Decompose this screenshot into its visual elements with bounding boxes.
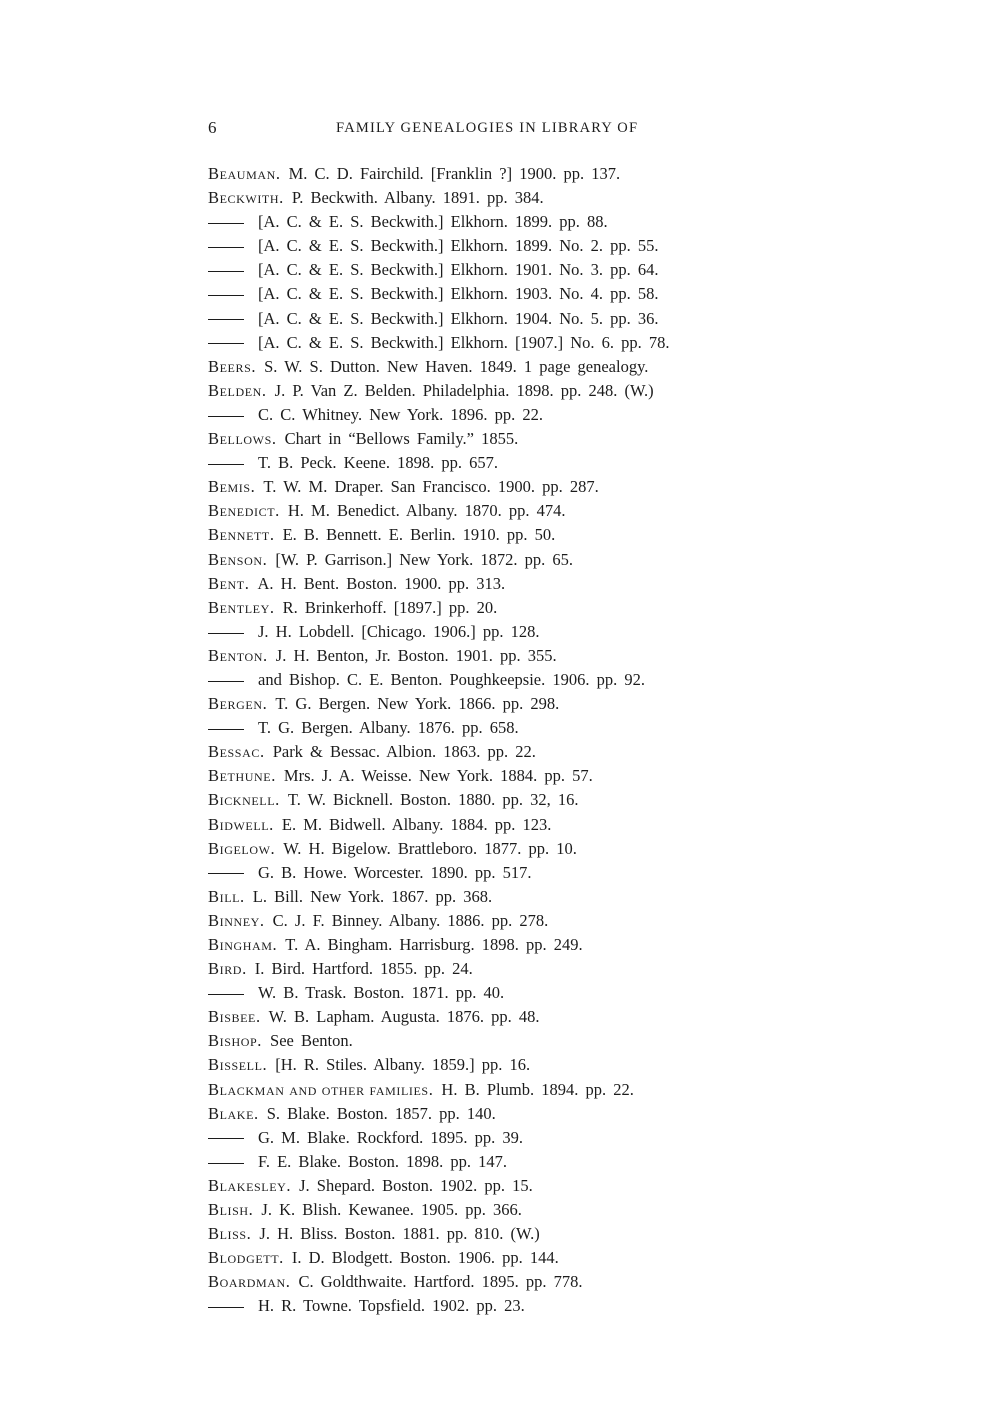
entry-details: T. G. Bergen. New York. 1866. pp. 298. bbox=[275, 694, 560, 714]
genealogy-entry bbox=[208, 548, 888, 572]
entry-details: G. B. Howe. Worcester. 1890. pp. 517. bbox=[258, 862, 532, 882]
entry-surname: Bellows. bbox=[208, 429, 277, 449]
entry-surname: Bingham. bbox=[208, 935, 278, 954]
entry-details: [A. C. & E. S. Beckwith.] Elkhorn. 1901. No. 3. pp. 64. bbox=[258, 260, 659, 280]
entry-details: C. C. Whitney. New York. 1896. pp. 22. bbox=[258, 404, 544, 424]
entry-surname: Benson. bbox=[208, 549, 268, 569]
genealogy-entry bbox=[208, 1102, 888, 1126]
entry-surname: Bemis. bbox=[208, 477, 256, 497]
entry-surname: Boardman. bbox=[208, 1272, 291, 1292]
genealogy-entry bbox=[208, 764, 888, 788]
entry-details: S. W. S. Dutton. New Haven. 1849. 1 page genealogy. bbox=[264, 356, 649, 376]
entry-details: A. H. Bent. Boston. 1900. pp. 313. bbox=[257, 573, 506, 593]
genealogy-entry bbox=[208, 692, 888, 716]
ditto-dash bbox=[208, 464, 244, 465]
page-number: 6 bbox=[208, 118, 217, 137]
ditto-dash bbox=[208, 994, 244, 995]
genealogy-entry bbox=[208, 307, 888, 331]
genealogy-entry bbox=[208, 668, 888, 692]
genealogy-entry bbox=[208, 234, 888, 258]
ditto-dash bbox=[208, 416, 244, 417]
ditto-dash bbox=[208, 295, 244, 296]
genealogy-entry bbox=[208, 499, 888, 523]
entry-details: P. Beckwith. Albany. 1891. pp. 384. bbox=[291, 188, 544, 208]
entry-surname: Beers. bbox=[208, 356, 257, 376]
genealogy-entry bbox=[208, 258, 888, 282]
entry-details: S. Blake. Boston. 1857. pp. 140. bbox=[266, 1103, 496, 1123]
ditto-dash bbox=[208, 1138, 244, 1139]
genealogy-entry bbox=[208, 885, 888, 909]
ditto-dash bbox=[208, 223, 244, 224]
genealogy-entry bbox=[208, 644, 888, 668]
entry-surname: Bidwell. bbox=[208, 814, 274, 834]
genealogy-entry bbox=[208, 1078, 888, 1102]
entry-details: [A. C. & E. S. Beckwith.] Elkhorn. [1907.] No. 6. pp. 78. bbox=[258, 332, 670, 352]
genealogy-entry bbox=[208, 861, 888, 885]
genealogy-entry bbox=[208, 1150, 888, 1174]
entry-surname: Beauman. bbox=[208, 164, 281, 183]
genealogy-entry bbox=[208, 427, 888, 451]
genealogy-entry bbox=[208, 1174, 888, 1198]
entry-surname: Blakesley. bbox=[208, 1175, 292, 1195]
genealogy-entry bbox=[208, 933, 888, 957]
genealogy-entry bbox=[208, 1029, 888, 1053]
entry-surname: Benedict. bbox=[208, 501, 280, 521]
entry-surname: Bird. bbox=[208, 959, 247, 979]
genealogy-entry bbox=[208, 282, 888, 306]
entry-details: F. E. Blake. Boston. 1898. pp. 147. bbox=[258, 1151, 508, 1171]
genealogy-entry bbox=[208, 210, 888, 234]
entry-details: See Benton. bbox=[270, 1031, 353, 1051]
entry-details: H. M. Benedict. Albany. 1870. pp. 474. bbox=[287, 501, 566, 521]
entry-surname: Bissell. bbox=[208, 1055, 268, 1075]
entry-surname: Beckwith. bbox=[208, 188, 284, 208]
ditto-dash bbox=[208, 729, 244, 730]
entry-details: I. D. Blodgett. Boston. 1906. pp. 144. bbox=[291, 1248, 559, 1268]
entry-details: M. C. D. Fairchild. [Franklin ?] 1900. pp. 137. bbox=[288, 164, 621, 183]
genealogy-entry bbox=[208, 813, 888, 837]
entry-details: [W. P. Garrison.] New York. 1872. pp. 65. bbox=[275, 549, 574, 569]
entry-details: I. Bird. Hartford. 1855. pp. 24. bbox=[254, 959, 473, 979]
entry-details: W. H. Bigelow. Brattleboro. 1877. pp. 10. bbox=[283, 838, 577, 858]
entry-details: T. W. M. Draper. San Francisco. 1900. pp. 287. bbox=[263, 477, 599, 497]
entry-surname: Bent. bbox=[208, 573, 250, 593]
entry-details: J. P. Van Z. Belden. Philadelphia. 1898. pp. 248. (W.) bbox=[274, 380, 654, 400]
entry-surname: Blodgett. bbox=[208, 1248, 284, 1268]
entry-details: E. M. Bidwell. Albany. 1884. pp. 123. bbox=[281, 814, 552, 834]
entry-details: C. Goldthwaite. Hartford. 1895. pp. 778. bbox=[298, 1272, 583, 1292]
genealogy-entry bbox=[208, 451, 888, 475]
entry-surname: Benton. bbox=[208, 645, 268, 665]
ditto-dash bbox=[208, 681, 244, 682]
entry-details: [A. C. & E. S. Beckwith.] Elkhorn. 1904. No. 5. pp. 36. bbox=[258, 308, 659, 328]
entry-details: J. Shepard. Boston. 1902. pp. 15. bbox=[299, 1175, 533, 1195]
entry-details: Mrs. J. A. Weisse. New York. 1884. pp. 57. bbox=[283, 766, 593, 786]
entry-surname: Belden. bbox=[208, 380, 267, 400]
genealogy-entry bbox=[208, 379, 888, 403]
entry-details: W. B. Lapham. Augusta. 1876. pp. 48. bbox=[268, 1007, 540, 1027]
entry-surname: Bishop. bbox=[208, 1031, 263, 1051]
entry-details: J. H. Benton, Jr. Boston. 1901. pp. 355. bbox=[275, 645, 557, 665]
entry-details: [H. R. Stiles. Albany. 1859.] pp. 16. bbox=[275, 1055, 531, 1075]
genealogy-entry bbox=[208, 186, 888, 210]
entry-surname: Blackman and other families. bbox=[208, 1079, 434, 1099]
entry-details: [A. C. & E. S. Beckwith.] Elkhorn. 1899. No. 2. pp. 55. bbox=[258, 236, 659, 256]
genealogy-entry bbox=[208, 162, 888, 186]
entry-details: and Bishop. C. E. Benton. Poughkeepsie. 1906. pp. 92. bbox=[258, 669, 645, 689]
genealogy-entry bbox=[208, 837, 888, 861]
entry-surname: Bliss. bbox=[208, 1224, 252, 1244]
entry-surname: Binney. bbox=[208, 910, 265, 930]
ditto-dash bbox=[208, 633, 244, 634]
entry-details: T. A. Bingham. Harrisburg. 1898. pp. 249. bbox=[285, 935, 583, 954]
ditto-dash bbox=[208, 271, 244, 272]
entry-details: J. K. Blish. Kewanee. 1905. pp. 366. bbox=[261, 1200, 522, 1220]
ditto-dash bbox=[208, 873, 244, 874]
entry-details: T. W. Bicknell. Boston. 1880. pp. 32, 16. bbox=[287, 790, 579, 810]
ditto-dash bbox=[208, 1163, 244, 1164]
entry-details: J. H. Lobdell. [Chicago. 1906.] pp. 128. bbox=[258, 621, 540, 641]
genealogy-entry bbox=[208, 1198, 888, 1222]
genealogy-entry bbox=[208, 572, 888, 596]
genealogy-entry bbox=[208, 909, 888, 933]
entry-surname: Bessac. bbox=[208, 742, 265, 762]
genealogy-entry bbox=[208, 957, 888, 981]
entry-surname: Bergen. bbox=[208, 694, 268, 714]
genealogy-entry-list bbox=[208, 162, 888, 1319]
ditto-dash bbox=[208, 1307, 244, 1308]
genealogy-entry bbox=[208, 788, 888, 812]
genealogy-entry bbox=[208, 620, 888, 644]
entry-details: E. B. Bennett. E. Berlin. 1910. pp. 50. bbox=[282, 525, 556, 545]
ditto-dash bbox=[208, 343, 244, 344]
entry-details: [A. C. & E. S. Beckwith.] Elkhorn. 1899. pp. 88. bbox=[258, 212, 608, 232]
entry-details: G. M. Blake. Rockford. 1895. pp. 39. bbox=[258, 1127, 524, 1147]
genealogy-entry bbox=[208, 475, 888, 499]
genealogy-entry bbox=[208, 1126, 888, 1150]
entry-details: R. Brinkerhoff. [1897.] pp. 20. bbox=[282, 597, 498, 617]
running-title: FAMILY GENEALOGIES IN LIBRARY OF bbox=[336, 120, 639, 136]
genealogy-entry bbox=[208, 716, 888, 740]
genealogy-entry bbox=[208, 1246, 888, 1270]
entry-details: Chart in “Bellows Family.” 1855. bbox=[284, 429, 519, 449]
genealogy-entry bbox=[208, 403, 888, 427]
entry-details: H. R. Towne. Topsfield. 1902. pp. 23. bbox=[258, 1296, 525, 1316]
entry-surname: Bicknell. bbox=[208, 790, 280, 810]
genealogy-entry bbox=[208, 1222, 888, 1246]
entry-details: C. J. F. Binney. Albany. 1886. pp. 278. bbox=[272, 910, 549, 930]
entry-details: J. H. Bliss. Boston. 1881. pp. 810. (W.) bbox=[259, 1224, 540, 1244]
genealogy-entry bbox=[208, 1053, 888, 1077]
entry-details: Park & Bessac. Albion. 1863. pp. 22. bbox=[272, 742, 536, 762]
genealogy-entry bbox=[208, 355, 888, 379]
entry-details: [A. C. & E. S. Beckwith.] Elkhorn. 1903. No. 4. pp. 58. bbox=[258, 284, 659, 304]
entry-details: T. G. Bergen. Albany. 1876. pp. 658. bbox=[258, 718, 519, 738]
entry-surname: Bethune. bbox=[208, 766, 276, 786]
entry-surname: Bentley. bbox=[208, 597, 275, 617]
entry-details: L. Bill. New York. 1867. pp. 368. bbox=[252, 886, 493, 906]
entry-surname: Bennett. bbox=[208, 525, 275, 545]
genealogy-entry bbox=[208, 596, 888, 620]
entry-details: H. B. Plumb. 1894. pp. 22. bbox=[441, 1079, 634, 1099]
entry-surname: Bisbee. bbox=[208, 1007, 261, 1027]
genealogy-entry bbox=[208, 1005, 888, 1029]
page-header bbox=[208, 118, 808, 144]
entry-surname: Bigelow. bbox=[208, 838, 276, 858]
genealogy-entry bbox=[208, 981, 888, 1005]
entry-surname: Blake. bbox=[208, 1103, 259, 1123]
genealogy-entry bbox=[208, 1270, 888, 1294]
entry-surname: Blish. bbox=[208, 1200, 254, 1220]
genealogy-entry bbox=[208, 523, 888, 547]
genealogy-entry bbox=[208, 331, 888, 355]
genealogy-entry bbox=[208, 740, 888, 764]
ditto-dash bbox=[208, 247, 244, 248]
entry-details: T. B. Peck. Keene. 1898. pp. 657. bbox=[258, 453, 498, 473]
ditto-dash bbox=[208, 319, 244, 320]
entry-details: W. B. Trask. Boston. 1871. pp. 40. bbox=[258, 983, 505, 1003]
entry-surname: Bill. bbox=[208, 886, 245, 906]
genealogy-entry bbox=[208, 1294, 888, 1318]
